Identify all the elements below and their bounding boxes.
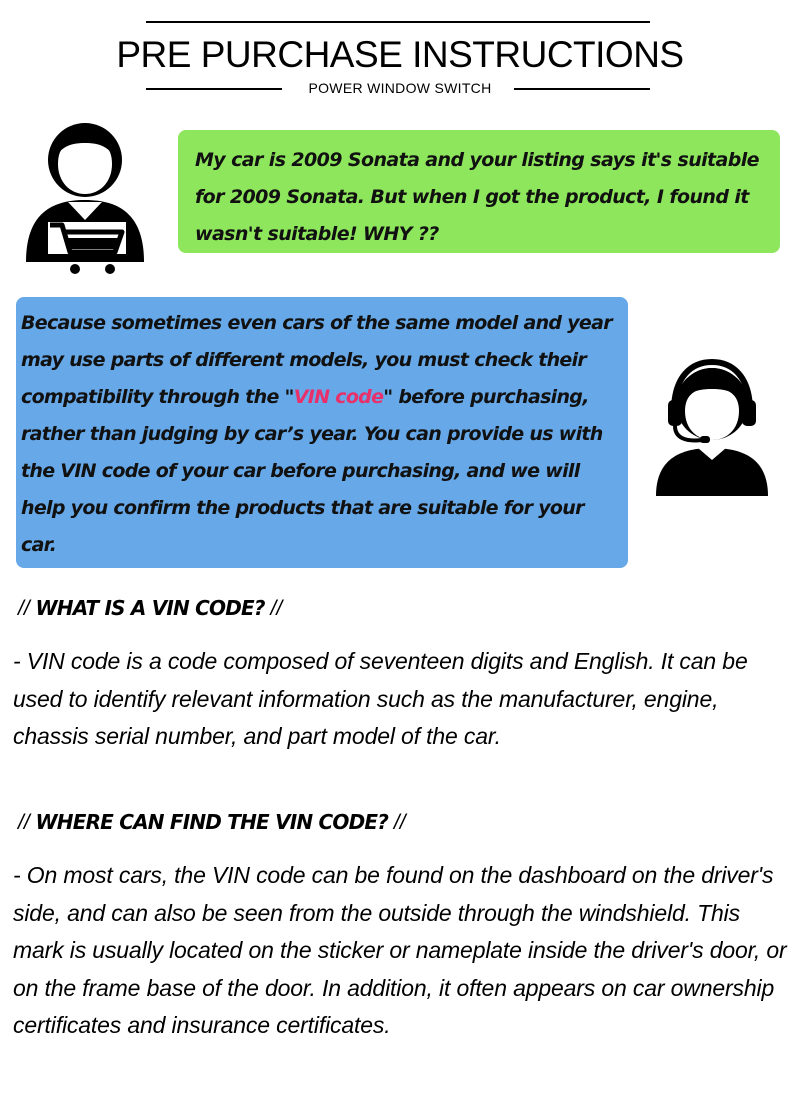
vin-location-heading	[18, 810, 406, 835]
vin-code-highlight: VIN code	[293, 386, 384, 408]
customer-question-text: My car is 2009 Sonata and your listing says it's suitable for 2009 Sonata. But when I got the product, I found it wasn't suitable! WHY ??	[195, 149, 759, 245]
customer-question-bubble	[178, 130, 780, 253]
heading-suffix: //	[264, 597, 283, 620]
page-subtitle: POWER WINDOW SWITCH	[308, 80, 492, 96]
vin-code-paragraph: - VIN code is a code composed of seventeen digits and English. It can be used to identify relevant information such as the manufacturer, engine, chassis serial number, and part model of the car.	[13, 648, 748, 749]
heading-text: WHAT IS A VIN CODE?	[35, 596, 265, 620]
support-answer-text-end: " before purchasing, rather than judging by car’s year. You can provide us with the VIN code of your car before purchasing, and we will help you confirm the products that are suitable for your car.	[21, 386, 603, 556]
support-agent-headset-icon	[652, 356, 772, 498]
support-answer-text-start: Because sometimes even cars of the same model and year may use parts of different models, you must check their compatibility through the "	[21, 312, 612, 408]
page-title: PRE PURCHASE INSTRUCTIONS	[116, 34, 684, 75]
heading-prefix: //	[18, 811, 36, 834]
heading-text: WHERE CAN FIND THE VIN CODE?	[35, 810, 389, 834]
support-answer-bubble	[16, 297, 628, 568]
vin-code-heading	[18, 596, 282, 621]
heading-suffix: //	[388, 811, 406, 834]
header-top-rule	[146, 21, 650, 23]
subtitle-right-rule	[514, 88, 650, 90]
heading-prefix: //	[18, 597, 36, 620]
vin-location-paragraph: - On most cars, the VIN code can be found on the dashboard on the driver's side, and can also be seen from the outside through the windshield. This mark is usually located on the sticker or nameplate inside the driver's door, or on the frame base of the door. In addition, it often appears on car ownership certificates and insurance certificates.	[13, 862, 787, 1038]
customer-with-cart-icon	[20, 112, 150, 277]
